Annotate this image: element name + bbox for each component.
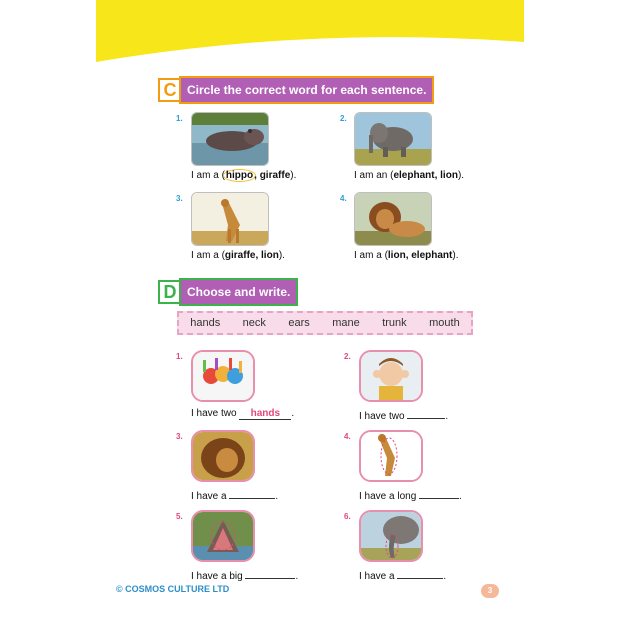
top-yellow-band <box>96 0 524 64</box>
c-item-2-option-1[interactable]: elephant <box>393 170 435 181</box>
boy-ears-photo <box>359 350 423 402</box>
c-item-3-sentence: I am a (giraffe, lion). <box>191 250 285 261</box>
d-item-3-sentence: I have a . <box>191 488 278 502</box>
d-item-5-sentence: I have a big . <box>191 568 298 582</box>
c-item-2-number: 2. <box>340 114 347 123</box>
section-c-title: Circle the correct word for each sentence. <box>181 78 432 102</box>
d-item-3-number: 3. <box>176 432 183 441</box>
d-item-4-sentence: I have a long . <box>359 488 462 502</box>
elephant-trunk-photo <box>359 510 423 562</box>
d-item-3-blank[interactable] <box>229 488 275 499</box>
c-item-4-number: 4. <box>340 194 347 203</box>
c-item-4-option-2[interactable]: elephant <box>411 250 453 261</box>
d-item-6-number: 6. <box>344 512 351 521</box>
copyright-footer: © COSMOS CULTURE LTD <box>116 584 230 594</box>
word-bank <box>177 311 473 335</box>
d-item-4-blank[interactable] <box>419 488 459 499</box>
c-item-1-sentence: I am a (hippo, giraffe). <box>191 170 297 181</box>
c-item-4-sentence: I am a (lion, elephant). <box>354 250 459 261</box>
word-bank-item[interactable]: neck <box>242 317 266 329</box>
d-item-5-blank[interactable] <box>245 568 295 579</box>
c-item-3-number: 3. <box>176 194 183 203</box>
d-item-2-sentence: I have two . <box>359 408 448 422</box>
d-item-4-number: 4. <box>344 432 351 441</box>
c-item-3-option-2[interactable]: lion <box>261 250 279 261</box>
d-item-1-sentence: I have two hands . <box>191 408 295 419</box>
c-item-1-number: 1. <box>176 114 183 123</box>
hippo-circled-answer[interactable]: hippo <box>223 169 256 182</box>
c-item-3-option-1[interactable]: giraffe <box>224 250 256 261</box>
section-c-header <box>158 78 432 102</box>
giraffe-photo <box>191 192 269 246</box>
page-number: 3 <box>481 584 499 598</box>
section-d-header <box>158 280 296 304</box>
c-item-4-option-1[interactable]: lion <box>387 250 406 261</box>
painted-hands-photo <box>191 350 255 402</box>
word-bank-item[interactable]: mane <box>332 317 360 329</box>
section-d-letter: D <box>158 280 182 304</box>
d-item-2-blank[interactable] <box>407 408 445 419</box>
giraffe-neck-photo <box>359 430 423 482</box>
c-item-1-option-2[interactable]: giraffe <box>259 170 291 181</box>
d-item-6-sentence: I have a . <box>359 568 446 582</box>
d-item-6-blank[interactable] <box>397 568 443 579</box>
word-bank-item[interactable]: hands <box>190 317 221 329</box>
d-item-1-number: 1. <box>176 352 183 361</box>
word-bank-item[interactable]: trunk <box>382 317 407 329</box>
section-c-letter: C <box>158 78 182 102</box>
c-item-2-sentence: I am an (elephant, lion). <box>354 170 465 181</box>
d-item-1-answer[interactable]: hands <box>239 408 291 420</box>
d-item-2-number: 2. <box>344 352 351 361</box>
elephant-photo <box>354 112 432 166</box>
hippo-mouth-photo <box>191 510 255 562</box>
lion-photo <box>354 192 432 246</box>
worksheet-page <box>96 0 524 620</box>
word-bank-item[interactable]: ears <box>288 317 310 329</box>
lion-mane-photo <box>191 430 255 482</box>
c-item-2-option-2[interactable]: lion <box>440 170 458 181</box>
d-item-5-number: 5. <box>176 512 183 521</box>
section-d-title: Choose and write. <box>181 280 296 304</box>
hippo-photo <box>191 112 269 166</box>
word-bank-item[interactable]: mouth <box>429 317 460 329</box>
